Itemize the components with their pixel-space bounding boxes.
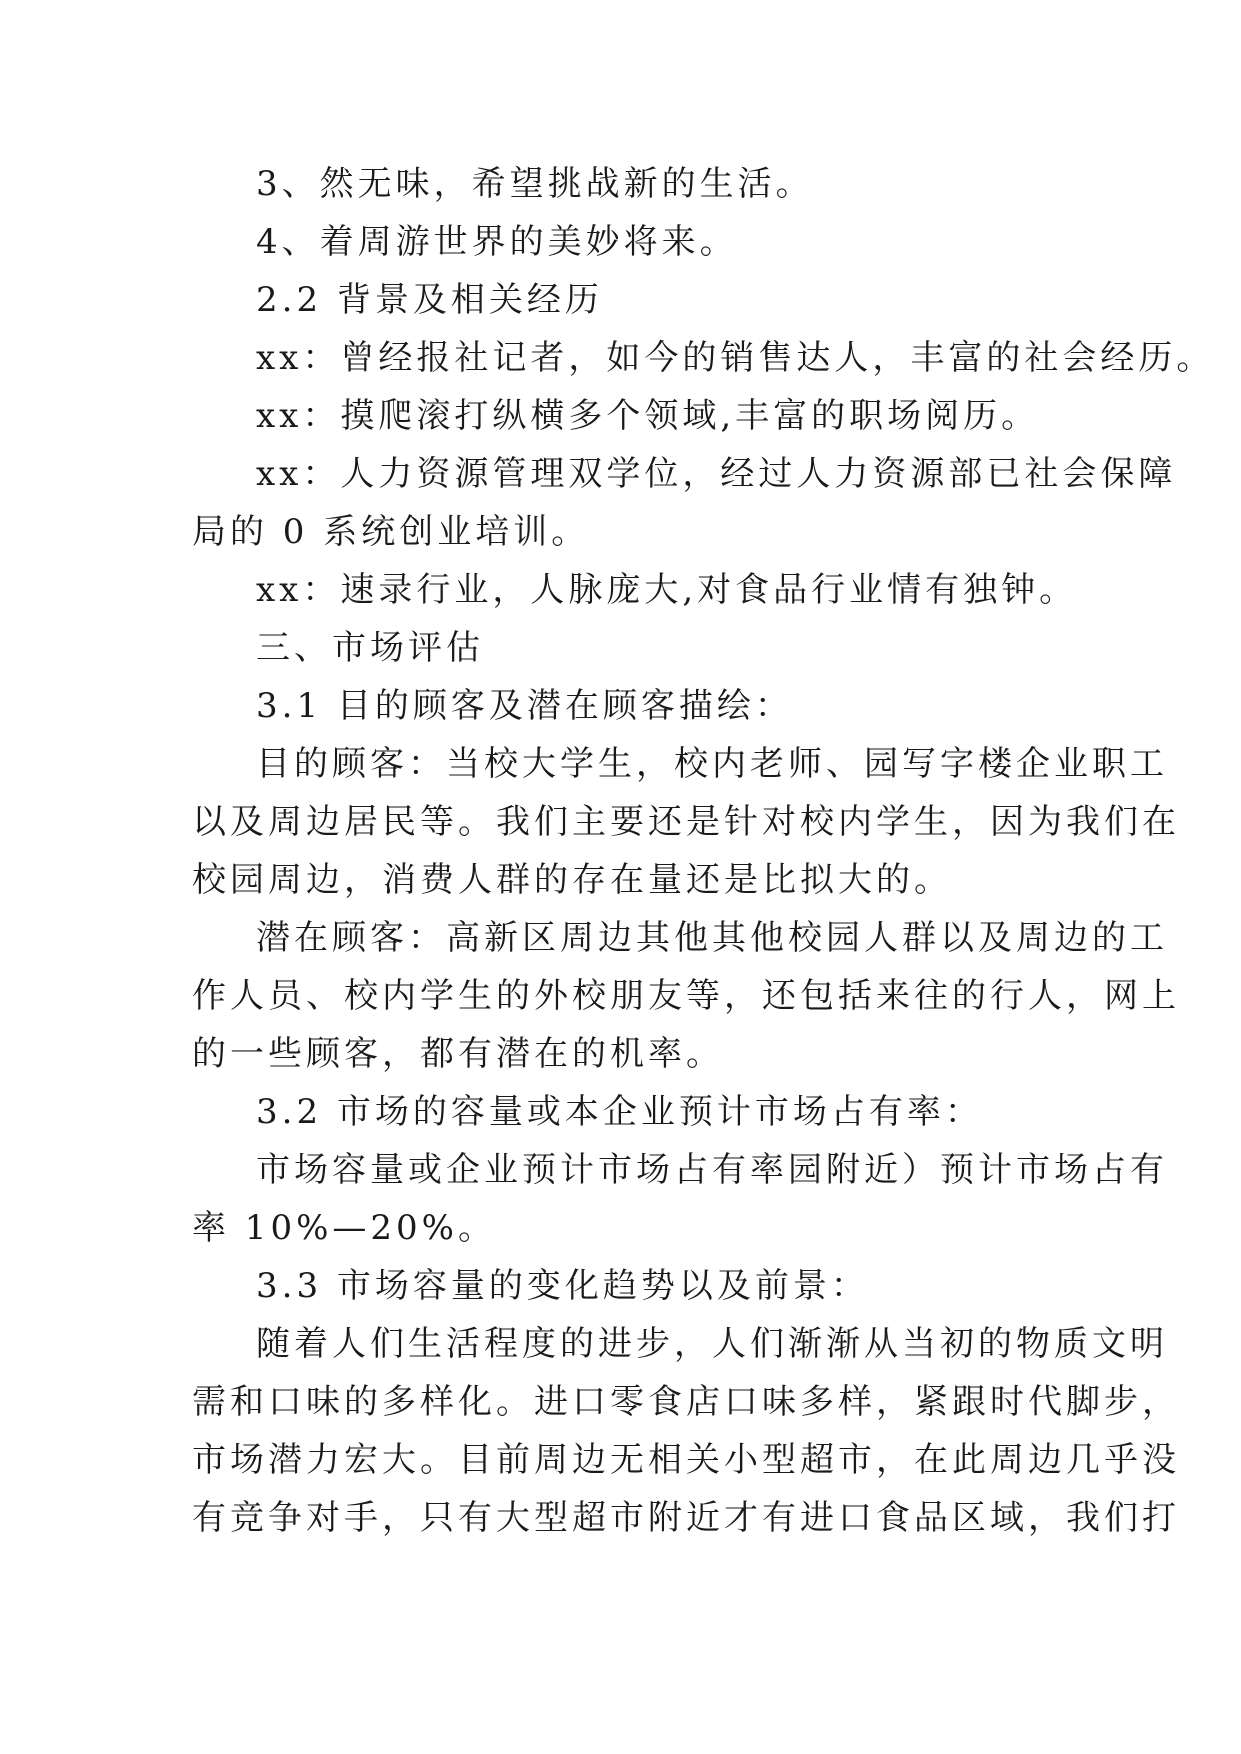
text-line: 3.2 市场的容量或本企业预计市场占有率： — [256, 1092, 983, 1132]
text-line: 2.2 背景及相关经历 — [256, 280, 603, 320]
text-line: 有竞争对手，只有大型超市附近才有进口食品区域，我们打 — [192, 1498, 1180, 1538]
text-line: 3、然无味，希望挑战新的生活。 — [256, 164, 814, 204]
text-line: 局的 0 系统创业培训。 — [192, 512, 590, 552]
text-line: 3.1 目的顾客及潜在顾客描绘： — [256, 686, 793, 726]
text-line: 市场容量或企业预计市场占有率园附近）预计市场占有 — [256, 1150, 1168, 1190]
text-line: 以及周边居民等。我们主要还是针对校内学生，因为我们在 — [192, 802, 1180, 842]
text-line: xx：摸爬滚打纵横多个领域,丰富的职场阅历。 — [256, 396, 1040, 436]
text-line: 3.3 市场容量的变化趋势以及前景： — [256, 1266, 869, 1306]
document-body — [192, 155, 1215, 1547]
text-line: 4、着周游世界的美妙将来。 — [256, 222, 738, 262]
text-line: 的一些顾客，都有潜在的机率。 — [192, 1034, 724, 1074]
text-line: 校园周边，消费人群的存在量还是比拟大的。 — [192, 860, 952, 900]
text-line: 潜在顾客：高新区周边其他其他校园人群以及周边的工 — [256, 918, 1168, 958]
text-line: xx：曾经报社记者，如今的销售达人，丰富的社会经历。 — [256, 338, 1215, 378]
text-line: 需和口味的多样化。进口零食店口味多样，紧跟时代脚步， — [192, 1382, 1180, 1422]
text-line: 率 10%—20%。 — [192, 1208, 496, 1248]
text-line: 作人员、校内学生的外校朋友等，还包括来往的行人，网上 — [192, 976, 1180, 1016]
text-line: 三、市场评估 — [256, 628, 484, 668]
text-line: 随着人们生活程度的进步，人们渐渐从当初的物质文明 — [256, 1324, 1168, 1364]
text-line: xx：速录行业，人脉庞大,对食品行业情有独钟。 — [256, 570, 1078, 610]
text-line: 市场潜力宏大。目前周边无相关小型超市，在此周边几乎没 — [192, 1440, 1180, 1480]
text-line: xx：人力资源管理双学位，经过人力资源部已社会保障 — [256, 454, 1177, 494]
text-line: 目的顾客：当校大学生，校内老师、园写字楼企业职工 — [256, 744, 1168, 784]
